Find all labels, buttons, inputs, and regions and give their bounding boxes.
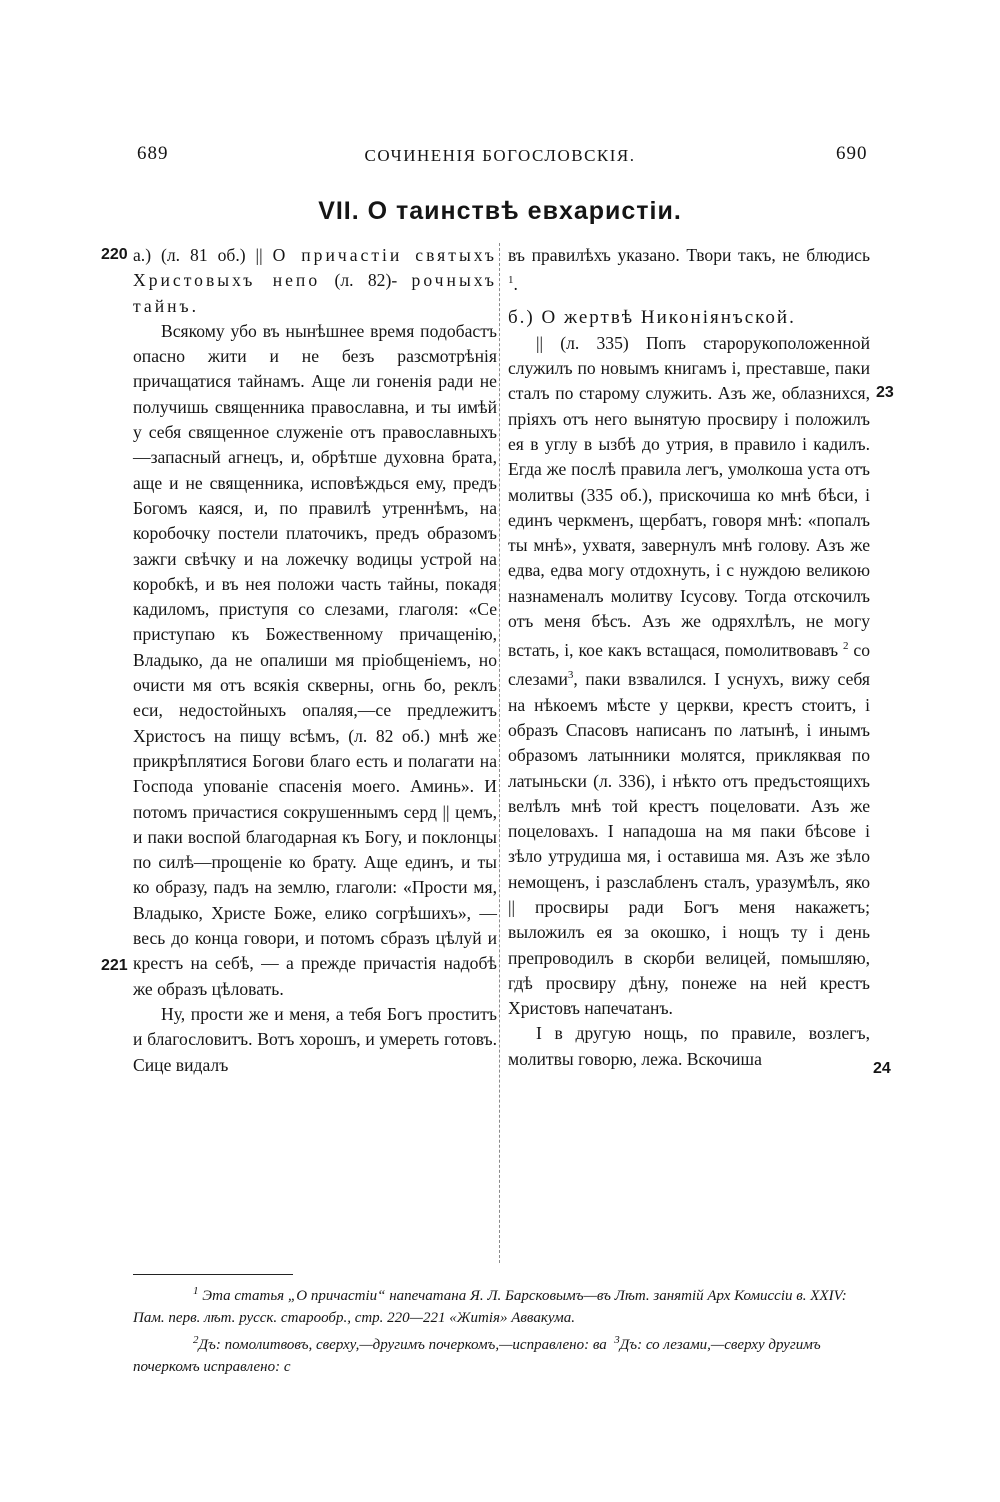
right-paragraph-2 — [508, 331, 870, 1022]
footnote-separator — [133, 1274, 293, 1275]
subheading — [508, 305, 870, 330]
heading-spaced-text-2: рочныхъ тайнъ. — [133, 270, 497, 316]
footnote-1-text: Эта статья „О причастіи“ напечатана Я. Л. Барсковымъ—въ Лѣт. занятій Арх Комиссіи в. XXIV: Пам. перв. лѣт. русск. старообр., стр. 220—221 «Житія» Аввакума. — [133, 1288, 847, 1326]
right-column — [508, 243, 870, 1072]
right-p2-part-a: || (л. 335) Попъ старорукоположенной служилъ по новымъ книгамъ і, преставше, паки сталъ по старому служить. Азъ же, облазнихся, пріяхъ отъ него вынятую просвиру і положилъ ея в углу в ызбѣ до утрия, в правило і кадилъ. Егда же послѣ правила легъ, умолкоша уста отъ молитвы (335 об.), прискочиша ко мнѣ бѣси, і единъ черкменъ, щербатъ, говоря мнѣ: «попалъ ты мнѣ», ухватя, завернулъ мнѣ голову. Азъ же едва, едва могу отдохнуть, і с нуждою великою назнаменалъ молитву Ісусову. Тогда отскочилъ отъ меня бѣсъ. Азъ же одряхлѣлъ, не могу встать, і, кое какъ встащася, помолитвовавъ — [508, 332, 870, 661]
folio-ref: а.) (л. 81 об.) || — [133, 245, 273, 265]
footnote-2-text: Дъ: помолитвовъ, сверху,—другимъ почеркомъ,—исправлено: ва — [198, 1337, 607, 1353]
heading-spaced-text: О причастіи святыхъ Христовыхъ непо — [133, 245, 497, 291]
page-number-left: 689 — [137, 143, 169, 164]
footnote-1-mark: 1 — [193, 1285, 199, 1297]
page-number-right: 690 — [836, 143, 868, 164]
right-p2-part-c: , паки взвалился. I уснухъ, вижу себя на нѣкоемъ мѣсте у церкви, крестъ стоитъ, і образъ Спасовъ написанъ по латынѣ, і инымъ образомъ латынники молятся, прикляквая по латыньски (л. 336), і нѣкто отъ предъстоящихъ велѣлъ мнѣ той крестъ поцеловати. Азъ же поцеловахъ. I нападоша на мя паки бѣсове і зѣло утрудиша мя, і оставиша мя. Азъ же зѣло немощенъ, і разслабленъ сталъ, уразумѣлъ, яко || просвиры ради Богъ меня накажетъ; выложилъ ея за окошко, і нощъ ту і день препроводилъ в скорби велицей, помышляю, гдѣ просвиру дѣну, понеже на ней крестъ Христовъ напечатанъ. — [508, 669, 870, 1019]
running-title: СОЧИНЕНІЯ БОГОСЛОВСКІЯ. — [364, 146, 636, 165]
folio-ref-2: (л. 82)- — [320, 270, 412, 291]
subheading-text: О жертвѣ Никоніянъской. — [541, 307, 796, 329]
right-p1-text: въ правилѣхъ указано. Твори такъ, не блюдись — [508, 245, 870, 265]
margin-number-24: 24 — [873, 1060, 891, 1077]
footnotes — [133, 1280, 870, 1378]
footnote-mark-2: 2 — [842, 640, 849, 653]
right-paragraph-1 — [508, 243, 870, 297]
footnote-3-text: Дъ: со лезами,—сверху другимъ почеркомъ исправлено: с — [133, 1337, 821, 1375]
column-divider — [499, 243, 500, 1263]
section-title: VII. О таинствѣ евхаристіи. — [318, 197, 682, 225]
right-p2-part-b: со слезами — [508, 640, 870, 690]
right-p1-end: . — [513, 274, 518, 295]
margin-number-220: 220 — [101, 246, 128, 263]
footnote-3-mark: 3 — [614, 1334, 620, 1346]
margin-number-23: 23 — [876, 384, 894, 401]
footnote-mark-3: 3 — [567, 669, 574, 682]
left-column — [133, 243, 497, 1078]
right-paragraph-3: I в другую нощь, по правиле, возлегъ, молитвы говорю, лежа. Вскочиша — [508, 1023, 870, 1069]
left-paragraph-2: Всякому убо въ нынѣшнее время подобастъ опасно жити и не безъ разсмотрѣнія причащатися тайнамъ. Аще ли гоненія ради не получишь священника православна, и ты имѣй у себя священное служеніе отъ православныхъ—запасный агнецъ, и, обрѣтше духовна брата, аще и не священника, исповѣждься ему, предъ Богомъ каяся, и, по правилѣ утреннѣмъ, на коробочку постели платочикъ, предъ образомъ зажги свѣчку и на ложечку водицы устрой на коробкѣ, и въ нея положи часть тайны, покадя кадиломъ, приступя со слезами, глаголя: «Се приступаю къ Божественному причащенію, Владыко, да не опалиши мя пріобщеніемъ, но очисти мя отъ всякія скверны, огнь бо, реклъ еси, недостойныхъ опаляя,—се предлежитъ Христосъ на пищу всѣмъ, (л. 82 об.) мнѣ же прикрѣплятися Богови благо есть и полагати на Господа упованіе спасенія моего. Аминь». И потомъ причастися сокрушеннымъ серд || цемъ, и паки воспой благодарная къ Богу, и поклонцы по силѣ—прощеніе ко брату. Аще единъ, и ты ко образу, падъ на землю, глаголи: «Прости мя, Владыко, Христе Боже, елико согрѣшихъ», — весь до конца говори, и потомъ сбразъ цѣлуй и крестъ на себѣ, — а прежде причастія надобѣ же образъ цѣловать. — [133, 320, 497, 999]
left-paragraph-3: Ну, прости же и меня, а тебя Богъ проститъ и благословитъ. Вотъ хорошъ, и умереть готовъ. Сице видалъ — [133, 1003, 497, 1075]
left-paragraph-1 — [133, 243, 497, 319]
margin-number-221: 221 — [101, 957, 128, 974]
footnote-1 — [133, 1280, 870, 1329]
footnote-2-mark: 2 — [193, 1334, 199, 1346]
subheading-label: б.) — [508, 307, 542, 329]
footnote-mark-1: 1 — [508, 274, 514, 287]
footnote-2-3 — [133, 1329, 870, 1378]
